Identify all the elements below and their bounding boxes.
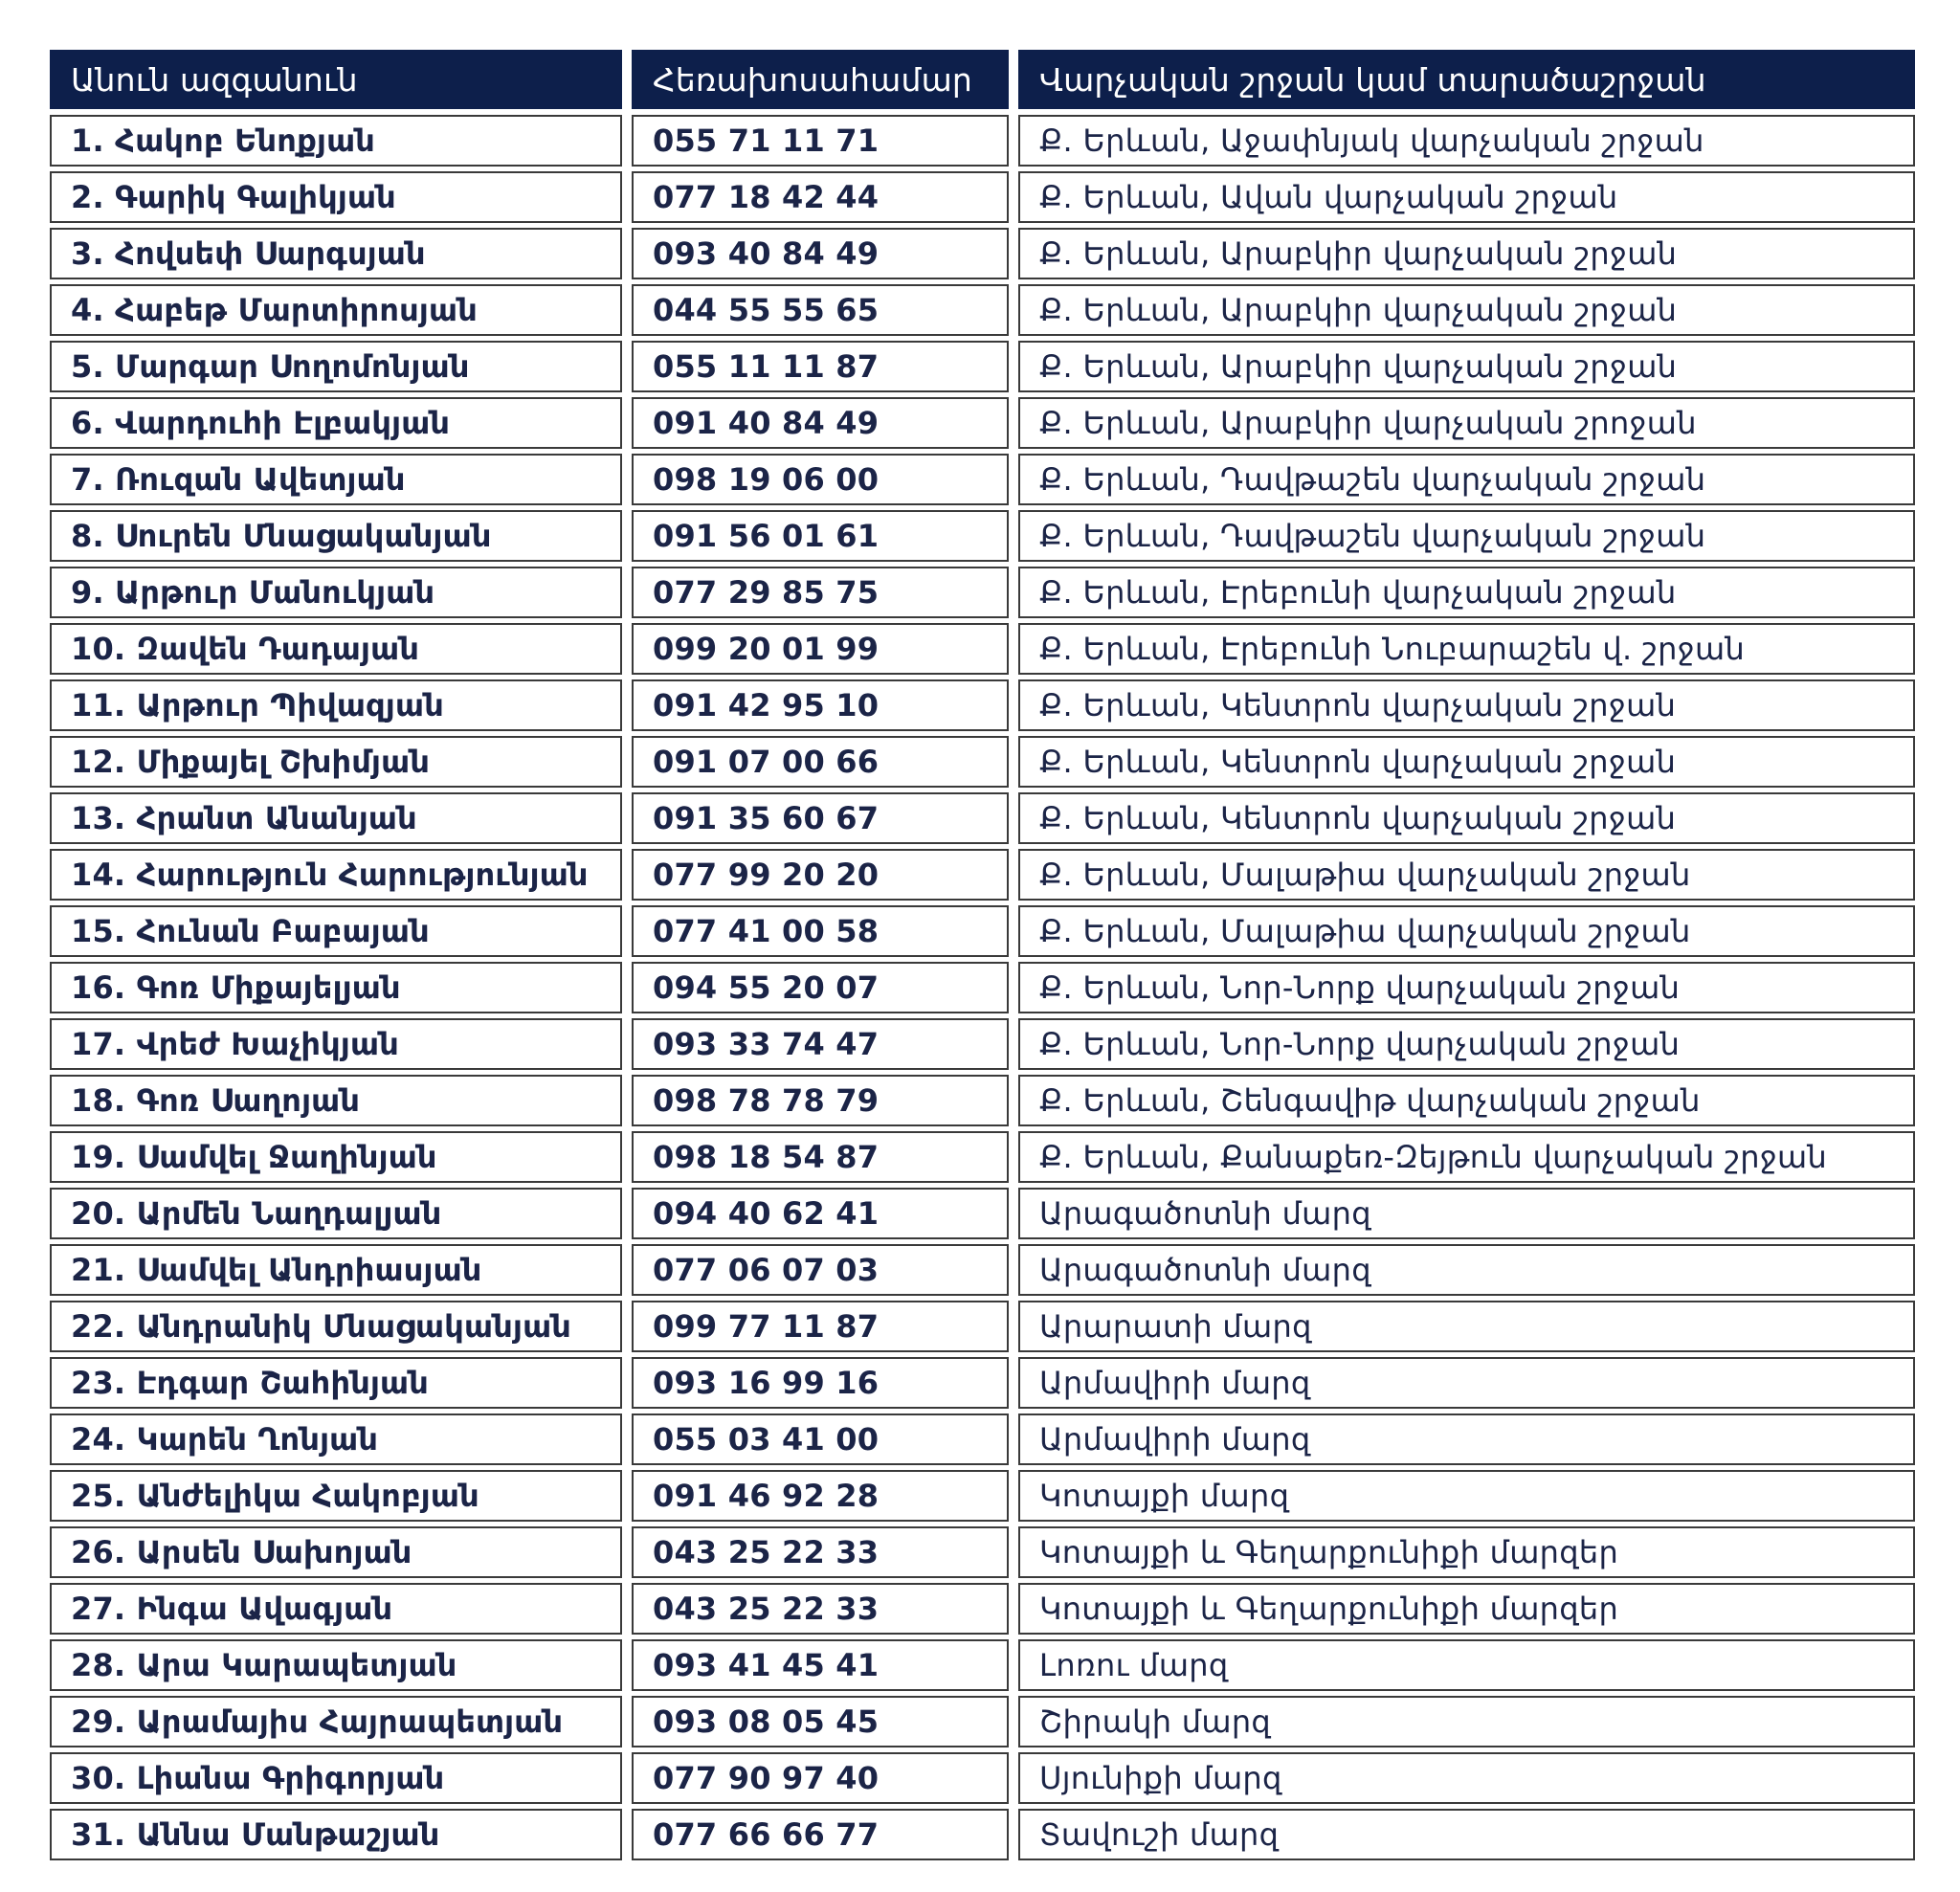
table-row (50, 567, 1915, 618)
name-cell: 17. Վրեժ Խաչիկյան (50, 1018, 622, 1070)
region-cell: Տավուշի մարզ (1018, 1809, 1915, 1860)
phone-cell: 093 08 05 45 (632, 1696, 1009, 1747)
phone-cell: 055 71 11 71 (632, 115, 1009, 167)
region-cell: Ք. Երևան, Ավան վարչական շրջան (1018, 171, 1915, 223)
table-row (50, 1752, 1915, 1804)
region-cell: Ք. Երևան, Մալաթիա վարչական շրջան (1018, 905, 1915, 957)
table-row (50, 1470, 1915, 1522)
phone-cell: 091 56 01 61 (632, 510, 1009, 562)
phone-cell: 077 66 66 77 (632, 1809, 1009, 1860)
region-cell: Ք. Երևան, Աջափնյակ վարչական շրջան (1018, 115, 1915, 167)
region-cell: Ք. Երևան, Դավթաշեն վարչական շրջան (1018, 510, 1915, 562)
name-cell: 11. Արթուր Պիվազյան (50, 679, 622, 731)
name-cell: 2. Գարիկ Գալիկյան (50, 171, 622, 223)
region-cell: Ք. Երևան, Նոր-Նորք վարչական շրջան (1018, 1018, 1915, 1070)
table-row (50, 1583, 1915, 1635)
phone-cell: 098 18 54 87 (632, 1131, 1009, 1183)
name-cell: 19. Սամվել Ջաղինյան (50, 1131, 622, 1183)
table-row (50, 341, 1915, 392)
name-cell: 5. Մարգար Սողոմոնյան (50, 341, 622, 392)
region-cell: Ք. Երևան, Էրեբունի Նուբարաշեն վ. շրջան (1018, 623, 1915, 675)
phone-cell: 098 19 06 00 (632, 454, 1009, 505)
region-cell: Ք. Երևան, Քանաքեռ-Զեյթուն վարչական շրջան (1018, 1131, 1915, 1183)
name-cell: 13. Հրանտ Անանյան (50, 792, 622, 844)
name-cell: 14. Հարություն Հարությունյան (50, 849, 622, 901)
table-row (50, 1131, 1915, 1183)
region-cell: Կոտայքի և Գեղարքունիքի մարզեր (1018, 1526, 1915, 1578)
region-cell: Շիրակի մարզ (1018, 1696, 1915, 1747)
table-row (50, 736, 1915, 788)
region-cell: Սյունիքի մարզ (1018, 1752, 1915, 1804)
region-cell: Ք. Երևան, Էրեբունի վարչական շրջան (1018, 567, 1915, 618)
phone-cell: 094 55 20 07 (632, 962, 1009, 1013)
name-cell: 26. Արսեն Սախոյան (50, 1526, 622, 1578)
name-cell: 27. Ինգա Ավագյան (50, 1583, 622, 1635)
name-cell: 16. Գոռ Միքայելյան (50, 962, 622, 1013)
region-cell: Ք. Երևան, Արաբկիր վարչական շրջան (1018, 341, 1915, 392)
header-region: Վարչական շրջան կամ տարածաշրջան (1018, 50, 1915, 109)
table-row (50, 1075, 1915, 1126)
phone-cell: 091 40 84 49 (632, 397, 1009, 449)
region-cell: Ք. Երևան, Նոր-Նորք վարչական շրջան (1018, 962, 1915, 1013)
name-cell: 1. Հակոբ Ենոքյան (50, 115, 622, 167)
name-cell: 12. Միքայել Շխիմյան (50, 736, 622, 788)
phone-cell: 093 16 99 16 (632, 1357, 1009, 1409)
table-row (50, 905, 1915, 957)
phone-cell: 077 18 42 44 (632, 171, 1009, 223)
table-row (50, 1301, 1915, 1352)
table-row (50, 623, 1915, 675)
table-row (50, 284, 1915, 336)
phone-cell: 044 55 55 65 (632, 284, 1009, 336)
phone-cell: 093 33 74 47 (632, 1018, 1009, 1070)
table-row (50, 1526, 1915, 1578)
phone-cell: 077 41 00 58 (632, 905, 1009, 957)
table-row (50, 1696, 1915, 1747)
phone-cell: 077 29 85 75 (632, 567, 1009, 618)
region-cell: Ք. Երևան, Դավթաշեն վարչական շրջան (1018, 454, 1915, 505)
phone-cell: 077 99 20 20 (632, 849, 1009, 901)
name-cell: 3. Հովսեփ Սարգսյան (50, 228, 622, 279)
table-body (50, 115, 1915, 1860)
region-cell: Ք. Երևան, Արաբկիր վարչական շրջան (1018, 284, 1915, 336)
table-row (50, 962, 1915, 1013)
name-cell: 10. Զավեն Դադայան (50, 623, 622, 675)
name-cell: 31. Աննա Մանթաշյան (50, 1809, 622, 1860)
phone-cell: 077 06 07 03 (632, 1244, 1009, 1296)
phone-cell: 055 11 11 87 (632, 341, 1009, 392)
region-cell: Արարատի մարզ (1018, 1301, 1915, 1352)
name-cell: 29. Արամայիս Հայրապետյան (50, 1696, 622, 1747)
region-cell: Լոռու մարզ (1018, 1639, 1915, 1691)
phone-cell: 077 90 97 40 (632, 1752, 1009, 1804)
phone-cell: 091 35 60 67 (632, 792, 1009, 844)
phone-cell: 099 77 11 87 (632, 1301, 1009, 1352)
table-row (50, 792, 1915, 844)
header-phone: Հեռախոսահամար (632, 50, 1009, 109)
region-cell: Կոտայքի մարզ (1018, 1470, 1915, 1522)
region-cell: Արագածոտնի մարզ (1018, 1244, 1915, 1296)
table-row (50, 1188, 1915, 1239)
region-cell: Ք. Երևան, Մալաթիա վարչական շրջան (1018, 849, 1915, 901)
name-cell: 7. Ռուզան Ավետյան (50, 454, 622, 505)
region-cell: Ք. Երևան, Կենտրոն վարչական շրջան (1018, 679, 1915, 731)
header-name: Անուն ազգանուն (50, 50, 622, 109)
phone-cell: 099 20 01 99 (632, 623, 1009, 675)
table-row (50, 454, 1915, 505)
phone-cell: 043 25 22 33 (632, 1526, 1009, 1578)
region-cell: Կոտայքի և Գեղարքունիքի մարզեր (1018, 1583, 1915, 1635)
region-cell: Արագածոտնի մարզ (1018, 1188, 1915, 1239)
table-row (50, 115, 1915, 167)
table-row (50, 510, 1915, 562)
name-cell: 6. Վարդուհի Էլբակյան (50, 397, 622, 449)
name-cell: 8. Սուրեն Մնացականյան (50, 510, 622, 562)
phone-cell: 093 40 84 49 (632, 228, 1009, 279)
region-cell: Արմավիրի մարզ (1018, 1413, 1915, 1465)
region-cell: Ք. Երևան, Շենգավիթ վարչական շրջան (1018, 1075, 1915, 1126)
table-row (50, 849, 1915, 901)
table-row (50, 171, 1915, 223)
table-header (50, 50, 1915, 109)
phone-cell: 091 46 92 28 (632, 1470, 1009, 1522)
phone-cell: 094 40 62 41 (632, 1188, 1009, 1239)
table-row (50, 1413, 1915, 1465)
name-cell: 28. Արա Կարապետյան (50, 1639, 622, 1691)
phone-cell: 093 41 45 41 (632, 1639, 1009, 1691)
table-row (50, 1809, 1915, 1860)
phone-cell: 098 78 78 79 (632, 1075, 1009, 1126)
region-cell: Ք. Երևան, Կենտրոն վարչական շրջան (1018, 792, 1915, 844)
name-cell: 20. Արմեն Նաղդալյան (50, 1188, 622, 1239)
name-cell: 4. Հաբեթ Մարտիրոսյան (50, 284, 622, 336)
region-cell: Ք. Երևան, Կենտրոն վարչական շրջան (1018, 736, 1915, 788)
table-row (50, 228, 1915, 279)
region-cell: Ք. Երևան, Արաբկիր վարչական շրջան (1018, 228, 1915, 279)
table-row (50, 1244, 1915, 1296)
table-row (50, 397, 1915, 449)
name-cell: 30. Լիանա Գրիգորյան (50, 1752, 622, 1804)
name-cell: 23. Էդգար Շահինյան (50, 1357, 622, 1409)
region-cell: Արմավիրի մարզ (1018, 1357, 1915, 1409)
name-cell: 21. Սամվել Անդրիասյան (50, 1244, 622, 1296)
name-cell: 15. Հունան Բաբայան (50, 905, 622, 957)
table-row (50, 1357, 1915, 1409)
table-row (50, 1018, 1915, 1070)
name-cell: 18. Գոռ Սաղոյան (50, 1075, 622, 1126)
name-cell: 22. Անդրանիկ Մնացականյան (50, 1301, 622, 1352)
phone-cell: 043 25 22 33 (632, 1583, 1009, 1635)
phone-cell: 055 03 41 00 (632, 1413, 1009, 1465)
name-cell: 24. Կարեն Ղոնյան (50, 1413, 622, 1465)
table-row (50, 1639, 1915, 1691)
name-cell: 25. Անժելիկա Հակոբյան (50, 1470, 622, 1522)
phone-cell: 091 42 95 10 (632, 679, 1009, 731)
name-cell: 9. Արթուր Մանուկյան (50, 567, 622, 618)
region-cell: Ք. Երևան, Արաբկիր վարչական շրոջան (1018, 397, 1915, 449)
contacts-table (50, 50, 1915, 1865)
table-row (50, 679, 1915, 731)
phone-cell: 091 07 00 66 (632, 736, 1009, 788)
